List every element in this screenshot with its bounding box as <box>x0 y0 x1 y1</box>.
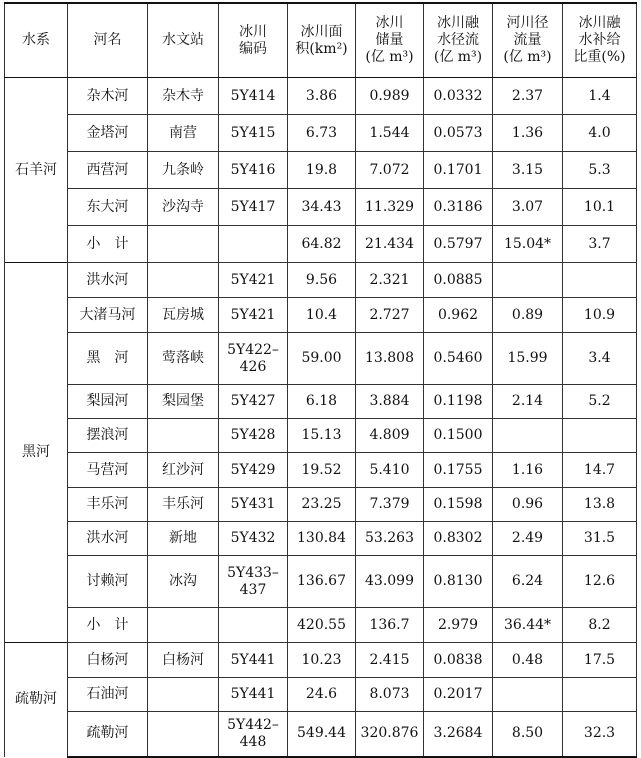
code-line: 426 <box>239 358 267 375</box>
flow-cell: 15.04* <box>493 226 563 263</box>
system-cell: 石羊河 <box>5 78 68 263</box>
area-cell: 136.67 <box>288 556 356 608</box>
melt-cell: 0.5797 <box>424 226 493 263</box>
station-cell <box>148 608 219 643</box>
river-cell: 东大河 <box>68 189 148 226</box>
code-line: 5Y442– <box>227 716 279 733</box>
flow-cell: 0.96 <box>493 488 563 522</box>
header-line: 编码 <box>239 40 267 57</box>
station-cell: 沙沟寺 <box>148 189 219 226</box>
station-cell: 白杨河 <box>148 643 219 678</box>
code-cell: 5Y428 <box>219 419 288 453</box>
area-cell: 15.13 <box>288 419 356 453</box>
ratio-cell: 1.4 <box>563 78 637 115</box>
storage-cell: 7.072 <box>356 152 424 189</box>
storage-cell: 0.989 <box>356 78 424 115</box>
code-cell <box>219 608 288 643</box>
storage-cell: 3.884 <box>356 385 424 419</box>
code-cell: 5Y417 <box>219 189 288 226</box>
station-cell: 九条岭 <box>148 152 219 189</box>
melt-cell: 0.3186 <box>424 189 493 226</box>
header-line: 冰川 <box>239 23 267 40</box>
table-row <box>5 333 637 385</box>
header-station <box>148 3 219 78</box>
station-cell: 杂木寺 <box>148 78 219 115</box>
header-storage <box>356 3 424 78</box>
melt-cell: 0.8302 <box>424 522 493 556</box>
storage-cell: 1.544 <box>356 115 424 152</box>
table-row <box>5 643 637 678</box>
header-line: 河川径 <box>506 15 549 31</box>
area-cell: 420.55 <box>288 608 356 643</box>
table-row <box>5 488 637 522</box>
header-line: (亿 m³) <box>433 49 483 65</box>
flow-cell: 0.48 <box>493 643 563 678</box>
code-cell: 5Y441 <box>219 678 288 712</box>
table-row <box>5 115 637 152</box>
storage-cell: 53.263 <box>356 522 424 556</box>
table-row <box>5 152 637 189</box>
station-cell: 莺落峡 <box>148 333 219 385</box>
station-cell: 梨园堡 <box>148 385 219 419</box>
storage-cell: 136.7 <box>356 608 424 643</box>
river-cell: 黑 河 <box>68 333 148 385</box>
storage-cell: 13.808 <box>356 333 424 385</box>
melt-cell: 3.2684 <box>424 712 493 757</box>
melt-cell: 0.1198 <box>424 385 493 419</box>
code-line: 5Y422– <box>227 341 279 358</box>
table-row <box>5 712 637 757</box>
flow-cell: 3.07 <box>493 189 563 226</box>
area-cell: 59.00 <box>288 333 356 385</box>
code-cell: 5Y441 <box>219 643 288 678</box>
flow-cell <box>493 678 563 712</box>
station-cell <box>148 226 219 263</box>
header-line: 流量 <box>513 32 542 48</box>
station-cell: 新地 <box>148 522 219 556</box>
river-cell: 小 计 <box>68 226 148 263</box>
station-cell <box>148 419 219 453</box>
area-cell: 6.73 <box>288 115 356 152</box>
table-row <box>5 298 637 333</box>
flow-cell: 1.16 <box>493 453 563 488</box>
glacier-table <box>4 2 637 758</box>
river-cell: 石油河 <box>68 678 148 712</box>
table-body <box>5 78 637 757</box>
code-cell <box>219 226 288 263</box>
header-line: 冰川融 <box>578 15 621 31</box>
melt-cell: 0.1701 <box>424 152 493 189</box>
storage-cell: 21.434 <box>356 226 424 263</box>
header-line: 水文站 <box>162 32 204 48</box>
area-cell: 549.44 <box>288 712 356 757</box>
ratio-cell: 12.6 <box>563 556 637 608</box>
code-cell: 5Y415 <box>219 115 288 152</box>
river-cell: 马营河 <box>68 453 148 488</box>
area-cell: 64.82 <box>288 226 356 263</box>
area-cell: 24.6 <box>288 678 356 712</box>
system-cell: 疏勒河 <box>5 643 68 757</box>
area-cell: 9.56 <box>288 263 356 298</box>
code-cell <box>219 556 288 608</box>
ratio-cell: 13.8 <box>563 488 637 522</box>
ratio-cell: 3.4 <box>563 333 637 385</box>
ratio-cell: 31.5 <box>563 522 637 556</box>
area-cell: 19.8 <box>288 152 356 189</box>
storage-cell: 320.876 <box>356 712 424 757</box>
storage-cell: 43.099 <box>356 556 424 608</box>
storage-cell: 7.379 <box>356 488 424 522</box>
code-cell: 5Y414 <box>219 78 288 115</box>
table-header <box>5 3 637 78</box>
area-cell: 19.52 <box>288 453 356 488</box>
area-cell: 3.86 <box>288 78 356 115</box>
table-row <box>5 385 637 419</box>
code-cell <box>219 333 288 385</box>
storage-cell: 8.073 <box>356 678 424 712</box>
table-row <box>5 189 637 226</box>
station-cell: 瓦房城 <box>148 298 219 333</box>
code-cell: 5Y432 <box>219 522 288 556</box>
river-cell: 梨园河 <box>68 385 148 419</box>
code-cell: 5Y421 <box>219 298 288 333</box>
flow-cell: 15.99 <box>493 333 563 385</box>
river-cell: 小 计 <box>68 608 148 643</box>
ratio-cell: 4.0 <box>563 115 637 152</box>
flow-cell: 1.36 <box>493 115 563 152</box>
river-cell: 白杨河 <box>68 643 148 678</box>
table-row <box>5 419 637 453</box>
table-row <box>5 608 637 643</box>
area-cell: 130.84 <box>288 522 356 556</box>
code-line: 5Y433– <box>227 564 279 581</box>
table-row <box>5 453 637 488</box>
header-code <box>219 3 288 78</box>
table-row <box>5 78 637 115</box>
river-cell: 洪水河 <box>68 522 148 556</box>
code-cell: 5Y431 <box>219 488 288 522</box>
ratio-cell <box>563 678 637 712</box>
ratio-cell: 3.7 <box>563 226 637 263</box>
melt-cell: 0.1598 <box>424 488 493 522</box>
ratio-cell: 5.2 <box>563 385 637 419</box>
header-line: 冰川面 <box>300 23 343 40</box>
system-cell: 黑河 <box>5 263 68 643</box>
ratio-cell: 8.2 <box>563 608 637 643</box>
flow-cell: 2.37 <box>493 78 563 115</box>
header-river <box>68 3 148 78</box>
ratio-cell: 5.3 <box>563 152 637 189</box>
melt-cell: 0.0332 <box>424 78 493 115</box>
header-melt <box>424 3 493 78</box>
code-cell: 5Y427 <box>219 385 288 419</box>
flow-cell <box>493 263 563 298</box>
header-row <box>5 3 637 78</box>
river-cell: 洪水河 <box>68 263 148 298</box>
header-line: 冰川融 <box>437 15 479 31</box>
ratio-cell <box>563 263 637 298</box>
river-cell: 西营河 <box>68 152 148 189</box>
storage-cell: 5.410 <box>356 453 424 488</box>
station-cell: 红沙河 <box>148 453 219 488</box>
flow-cell: 8.50 <box>493 712 563 757</box>
header-line: 河名 <box>93 32 122 48</box>
melt-cell: 0.1755 <box>424 453 493 488</box>
flow-cell <box>493 419 563 453</box>
river-cell: 金塔河 <box>68 115 148 152</box>
code-line: 448 <box>239 733 267 750</box>
code-line: 437 <box>239 581 267 598</box>
storage-cell: 2.727 <box>356 298 424 333</box>
header-line: 水系 <box>22 32 50 48</box>
header-system <box>5 3 68 78</box>
header-line: 储量 <box>375 32 404 48</box>
river-cell: 疏勒河 <box>68 712 148 757</box>
river-cell: 大渚马河 <box>68 298 148 333</box>
station-cell: 丰乐河 <box>148 488 219 522</box>
header-line: (亿 m³) <box>503 49 552 65</box>
flow-cell: 0.89 <box>493 298 563 333</box>
ratio-cell: 17.5 <box>563 643 637 678</box>
header-line: 水补给 <box>578 32 621 48</box>
code-cell <box>219 712 288 757</box>
river-cell: 杂木河 <box>68 78 148 115</box>
melt-cell: 0.0573 <box>424 115 493 152</box>
melt-cell: 0.2017 <box>424 678 493 712</box>
storage-cell: 2.415 <box>356 643 424 678</box>
header-ratio <box>563 3 637 78</box>
flow-cell: 6.24 <box>493 556 563 608</box>
station-cell: 冰沟 <box>148 556 219 608</box>
melt-cell: 0.0838 <box>424 643 493 678</box>
table-row <box>5 522 637 556</box>
flow-cell: 36.44* <box>493 608 563 643</box>
melt-cell: 0.5460 <box>424 333 493 385</box>
area-cell: 6.18 <box>288 385 356 419</box>
river-cell: 讨赖河 <box>68 556 148 608</box>
table-row <box>5 678 637 712</box>
area-cell: 10.4 <box>288 298 356 333</box>
melt-cell: 0.0885 <box>424 263 493 298</box>
station-cell <box>148 712 219 757</box>
ratio-cell: 32.3 <box>563 712 637 757</box>
flow-cell: 2.14 <box>493 385 563 419</box>
table-row <box>5 226 637 263</box>
header-line: 冰川 <box>375 15 404 31</box>
area-cell: 23.25 <box>288 488 356 522</box>
ratio-cell: 10.9 <box>563 298 637 333</box>
station-cell <box>148 263 219 298</box>
ratio-cell: 10.1 <box>563 189 637 226</box>
header-line: 比重(%) <box>573 49 626 65</box>
ratio-cell <box>563 419 637 453</box>
code-cell: 5Y421 <box>219 263 288 298</box>
river-cell: 丰乐河 <box>68 488 148 522</box>
flow-cell: 3.15 <box>493 152 563 189</box>
code-cell: 5Y429 <box>219 453 288 488</box>
river-cell: 摆浪河 <box>68 419 148 453</box>
table-row <box>5 556 637 608</box>
area-cell: 34.43 <box>288 189 356 226</box>
melt-cell: 0.962 <box>424 298 493 333</box>
header-line: (亿 m³) <box>365 49 414 65</box>
melt-cell: 0.8130 <box>424 556 493 608</box>
header-line: 水径流 <box>437 32 479 48</box>
storage-cell: 4.809 <box>356 419 424 453</box>
code-cell: 5Y416 <box>219 152 288 189</box>
table-row <box>5 263 637 298</box>
melt-cell: 0.1500 <box>424 419 493 453</box>
storage-cell: 2.321 <box>356 263 424 298</box>
header-flow <box>493 3 563 78</box>
station-cell <box>148 678 219 712</box>
header-line: 积(km²) <box>295 40 348 57</box>
area-cell: 10.23 <box>288 643 356 678</box>
ratio-cell: 14.7 <box>563 453 637 488</box>
melt-cell: 2.979 <box>424 608 493 643</box>
storage-cell: 11.329 <box>356 189 424 226</box>
header-area <box>288 3 356 78</box>
flow-cell: 2.49 <box>493 522 563 556</box>
station-cell: 南营 <box>148 115 219 152</box>
